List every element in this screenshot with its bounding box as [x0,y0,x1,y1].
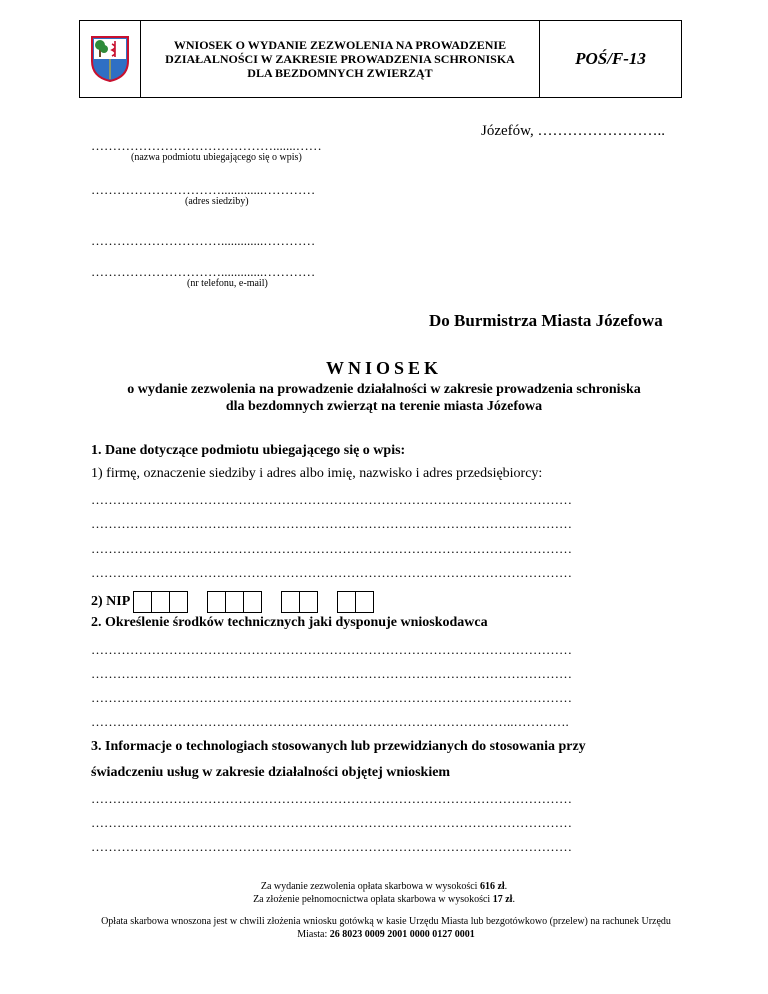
nip-digit-box[interactable] [225,591,244,613]
nip-digit-box[interactable] [151,591,170,613]
document-title: WNIOSEK [325,358,443,378]
applicant-extra-dots[interactable]: ………………………….............………… [91,233,316,248]
section1-fill-line[interactable]: ………………………………………………………………………………………………… [91,492,572,507]
applicant-phone-caption: (nr telefonu, e-mail) [187,278,268,289]
header-title [141,21,540,97]
place-date-line: Józefów, …………………….. [481,123,666,139]
section1-fill-line[interactable]: ………………………………………………………………………………………………… [91,565,572,580]
coat-of-arms-icon [90,35,130,83]
section2-heading: 2. Określenie środków technicznych jaki dysponuje wnioskodawca [91,615,488,630]
section1-fill-line[interactable]: ………………………………………………………………………………………………… [91,541,572,556]
subtitle-line1: o wydanie zezwolenia na prowadzenie działalności w zakresie prowadzenia schroniska [127,382,641,397]
header-title-line2: DZIAŁALNOŚCI W ZAKRESIE PROWADZENIA SCHRONISKA [165,52,515,66]
nip-group-3 [282,591,318,613]
section3-fill-line[interactable]: ………………………………………………………………………………………………… [91,815,572,830]
bank-account-number: 26 8023 0009 2001 0000 0127 0001 [329,929,475,940]
section3-heading-line2: świadczeniu usług w zakresie działalności objętej wnioskiem [91,765,451,780]
fee-info [90,880,678,906]
payment-text: Opłata skarbowa wnoszona jest w chwili złożenia wniosku gotówką w kasie Urzędu Miasta lub bezgotówkowo (przelew) na rachunek Urzędu Miasta: [101,916,671,940]
nip-row [91,591,374,613]
section2-fill-line-last[interactable]: ……………………………………………………………………………………..…………. [91,714,569,729]
section3-heading-line1: 3. Informacje o technologiach stosowanych lub przewidzianych do stosowania przy [91,739,586,754]
nip-digit-box[interactable] [355,591,374,613]
fee-permit-text: Za wydanie zezwolenia opłata skarbowa w wysokości [260,881,480,892]
document-header [79,20,682,98]
fee-line-permit: Za wydanie zezwolenia opłata skarbowa w wysokości 616 zł. [260,881,508,892]
nip-digit-box[interactable] [337,591,356,613]
applicant-name-caption: (nazwa podmiotu ubiegającego się o wpis) [131,152,302,163]
document-subtitle [80,381,688,415]
applicant-address-dots[interactable]: ………………………….............………… [91,182,316,197]
nip-digit-box[interactable] [207,591,226,613]
section2-fill-line[interactable]: ………………………………………………………………………………………………… [91,642,572,657]
nip-digit-box[interactable] [169,591,188,613]
section3-fill-line[interactable]: ………………………………………………………………………………………………… [91,839,572,854]
nip-digit-box[interactable] [281,591,300,613]
nip-group-1 [134,591,188,613]
section1-fill-line[interactable]: ………………………………………………………………………………………………… [91,516,572,531]
nip-group-2 [208,591,262,613]
nip-digit-box[interactable] [243,591,262,613]
addressee: Do Burmistrza Miasta Józefowa [429,311,663,330]
nip-label: 2) NIP [91,594,131,609]
section2-fill-line[interactable]: ………………………………………………………………………………………………… [91,666,572,681]
section2-fill-line[interactable]: ………………………………………………………………………………………………… [91,690,572,705]
applicant-phone-dots[interactable]: ………………………….............………… [91,264,316,279]
section1-item1-label: 1) firmę, oznaczenie siedziby i adres albo imię, nazwisko i adres przedsiębiorcy: [91,466,543,481]
subtitle-line2: dla bezdomnych zwierząt na terenie miasta Józefowa [225,399,543,414]
nip-digit-box[interactable] [133,591,152,613]
fee-proxy-text: Za złożenie pełnomocnictwa opłata skarbowa w wysokości [253,894,493,905]
fee-proxy-amount: 17 zł [492,894,513,905]
section3-fill-line[interactable]: ………………………………………………………………………………………………… [91,791,572,806]
coat-of-arms-logo [80,21,141,97]
nip-digit-box[interactable] [299,591,318,613]
header-title-line1: WNIOSEK O WYDANIE ZEZWOLENIA NA PROWADZENIE [173,38,507,52]
header-title-line3: DLA BEZDOMNYCH ZWIERZĄT [247,66,433,80]
section1-heading: 1. Dane dotyczące podmiotu ubiegającego się o wpis: [91,443,406,458]
fee-line-proxy: Za złożenie pełnomocnictwa opłata skarbowa w wysokości 17 zł. [253,894,515,905]
applicant-name-dots[interactable]: …………………………………….......…… [91,138,322,153]
form-code: POŚ/F-13 [575,49,646,68]
fee-permit-amount: 616 zł [479,881,505,892]
payment-info [88,915,684,941]
applicant-address-caption: (adres siedziby) [185,196,249,207]
nip-group-4 [338,591,374,613]
